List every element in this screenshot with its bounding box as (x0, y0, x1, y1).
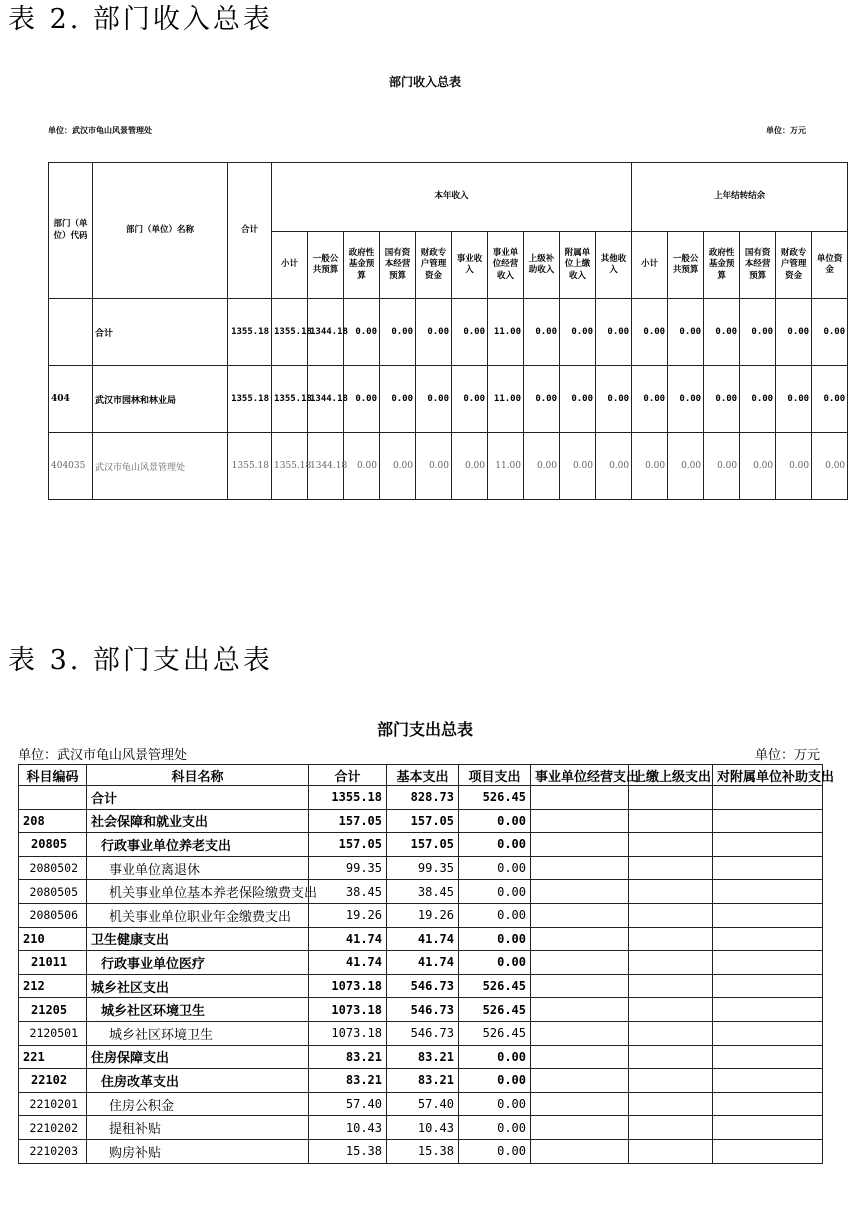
row-empty (629, 1139, 713, 1163)
table2-heading: 表 2. 部门收入总表 (8, 4, 273, 35)
header-carry-col: 政府性基金预算 (704, 232, 740, 299)
row-name: 城乡社区环境卫生 (87, 1021, 309, 1045)
row-value: 0.00 (704, 299, 740, 366)
row-code: 2080505 (19, 880, 87, 904)
row-value: 11.00 (488, 299, 524, 366)
row-empty (629, 856, 713, 880)
row-value: 0.00 (632, 299, 668, 366)
row-project: 0.00 (459, 903, 531, 927)
row-total: 41.74 (309, 951, 387, 975)
row-empty (531, 1069, 629, 1093)
row-empty (629, 998, 713, 1022)
row-value: 0.00 (704, 366, 740, 433)
row-basic: 546.73 (387, 974, 459, 998)
header-cell: 上缴上级支出 (629, 765, 713, 786)
row-project: 0.00 (459, 1045, 531, 1069)
row-empty (531, 1092, 629, 1116)
header-current-col: 财政专户管理资金 (416, 232, 452, 299)
row-code: 221 (19, 1045, 87, 1069)
row-value: 0.00 (380, 433, 416, 500)
row-code (19, 786, 87, 810)
row-empty (713, 1139, 823, 1163)
row-name: 住房保障支出 (87, 1045, 309, 1069)
row-value: 0.00 (740, 299, 776, 366)
row-project: 0.00 (459, 951, 531, 975)
row-empty (531, 833, 629, 857)
header-current-col: 附属单位上缴收入 (560, 232, 596, 299)
row-empty (713, 1021, 823, 1045)
header-current-col: 事业收入 (452, 232, 488, 299)
row-empty (629, 1069, 713, 1093)
row-value: 0.00 (668, 433, 704, 500)
row-basic: 157.05 (387, 833, 459, 857)
table-row (19, 998, 823, 1022)
row-project: 0.00 (459, 809, 531, 833)
row-total: 1073.18 (309, 998, 387, 1022)
row-basic: 546.73 (387, 1021, 459, 1045)
row-empty (629, 1092, 713, 1116)
header-code: 部门（单位）代码 (49, 163, 93, 299)
row-name: 合计 (93, 299, 228, 366)
table-row (19, 927, 823, 951)
row-name: 城乡社区环境卫生 (87, 998, 309, 1022)
row-empty (713, 903, 823, 927)
row-project: 0.00 (459, 1069, 531, 1093)
row-empty (531, 809, 629, 833)
table-row (19, 1021, 823, 1045)
table2-unit-left: 单位：武汉市龟山风景管理处 (48, 125, 152, 135)
table3-unit-left: 单位：武汉市龟山风景管理处 (18, 748, 188, 763)
row-code: 2120501 (19, 1021, 87, 1045)
header-carry-col: 国有资本经营预算 (740, 232, 776, 299)
row-code: 21205 (19, 998, 87, 1022)
header-current-col: 国有资本经营预算 (380, 232, 416, 299)
header-carry-col: 单位资金 (812, 232, 848, 299)
row-code: 208 (19, 809, 87, 833)
table-row (19, 856, 823, 880)
row-empty (531, 974, 629, 998)
row-empty (531, 927, 629, 951)
row-basic: 41.74 (387, 951, 459, 975)
row-name: 武汉市龟山风景管理处 (93, 433, 228, 500)
row-name: 行政事业单位医疗 (87, 951, 309, 975)
table-row (19, 809, 823, 833)
row-value: 0.00 (596, 299, 632, 366)
row-empty (713, 1116, 823, 1140)
row-value: 0.00 (560, 366, 596, 433)
row-name: 城乡社区支出 (87, 974, 309, 998)
row-basic: 546.73 (387, 998, 459, 1022)
header-current-col: 政府性基金预算 (344, 232, 380, 299)
row-empty (713, 856, 823, 880)
row-empty (531, 903, 629, 927)
row-code: 2080506 (19, 903, 87, 927)
table-row (19, 1092, 823, 1116)
row-project: 526.45 (459, 1021, 531, 1045)
row-value: 1355.18 (228, 366, 272, 433)
row-value: 0.00 (344, 366, 380, 433)
row-empty (629, 951, 713, 975)
row-value: 0.00 (740, 366, 776, 433)
row-value: 0.00 (632, 433, 668, 500)
row-project: 0.00 (459, 856, 531, 880)
table3-title: 部门支出总表 (376, 720, 473, 739)
row-value: 11.00 (488, 433, 524, 500)
header-name: 部门（单位）名称 (93, 163, 228, 299)
row-value: 0.00 (344, 299, 380, 366)
row-total: 83.21 (309, 1069, 387, 1093)
row-value: 0.00 (812, 366, 848, 433)
table2-title: 部门收入总表 (388, 75, 461, 89)
row-basic: 157.05 (387, 809, 459, 833)
row-empty (713, 1069, 823, 1093)
row-project: 0.00 (459, 1092, 531, 1116)
row-value: 0.00 (812, 433, 848, 500)
row-value: 0.00 (560, 299, 596, 366)
header-cell: 基本支出 (387, 765, 459, 786)
table2-unit-right: 单位：万元 (766, 125, 806, 135)
table-row (19, 1139, 823, 1163)
header-carry-col: 小计 (632, 232, 668, 299)
row-code: 2080502 (19, 856, 87, 880)
row-code (49, 299, 93, 366)
row-value: 0.00 (452, 433, 488, 500)
table-row (19, 974, 823, 998)
row-project: 0.00 (459, 1116, 531, 1140)
row-name: 社会保障和就业支出 (87, 809, 309, 833)
header-carryover: 上年结转结余 (632, 163, 848, 232)
header-carry-col: 财政专户管理资金 (776, 232, 812, 299)
row-value: 0.00 (776, 299, 812, 366)
income-table (48, 162, 848, 500)
row-value: 0.00 (524, 366, 560, 433)
row-code: 2210203 (19, 1139, 87, 1163)
row-name: 行政事业单位养老支出 (87, 833, 309, 857)
row-value: 0.00 (524, 299, 560, 366)
table-row (19, 786, 823, 810)
row-empty (713, 998, 823, 1022)
row-name: 提租补贴 (87, 1116, 309, 1140)
row-value: 1355.18 (272, 433, 308, 500)
row-basic: 828.73 (387, 786, 459, 810)
table-row (19, 1045, 823, 1069)
row-value: 1355.18 (228, 299, 272, 366)
row-total: 157.05 (309, 833, 387, 857)
row-total: 1073.18 (309, 974, 387, 998)
header-cell: 合计 (309, 765, 387, 786)
row-empty (629, 1045, 713, 1069)
row-empty (629, 974, 713, 998)
row-empty (531, 1116, 629, 1140)
row-total: 1355.18 (309, 786, 387, 810)
row-value: 0.00 (776, 366, 812, 433)
row-value: 0.00 (632, 366, 668, 433)
row-empty (531, 951, 629, 975)
row-empty (713, 1092, 823, 1116)
table-row (19, 833, 823, 857)
row-value: 0.00 (704, 433, 740, 500)
table-row (19, 1116, 823, 1140)
row-empty (713, 974, 823, 998)
row-empty (629, 880, 713, 904)
row-empty (531, 1021, 629, 1045)
row-empty (629, 786, 713, 810)
row-empty (531, 1139, 629, 1163)
row-code: 404 (49, 366, 93, 433)
table-row (49, 433, 848, 500)
row-basic: 83.21 (387, 1045, 459, 1069)
header-current-year: 本年收入 (272, 163, 632, 232)
table-row (19, 880, 823, 904)
row-name: 事业单位离退休 (87, 856, 309, 880)
row-project: 0.00 (459, 880, 531, 904)
row-value: 1344.18 (308, 366, 344, 433)
row-empty (531, 998, 629, 1022)
row-total: 57.40 (309, 1092, 387, 1116)
row-basic: 57.40 (387, 1092, 459, 1116)
row-total: 1073.18 (309, 1021, 387, 1045)
row-name: 卫生健康支出 (87, 927, 309, 951)
row-code: 21011 (19, 951, 87, 975)
row-empty (713, 1045, 823, 1069)
row-code: 212 (19, 974, 87, 998)
row-value: 0.00 (416, 299, 452, 366)
table-row (19, 903, 823, 927)
row-value: 0.00 (812, 299, 848, 366)
header-cell: 科目编码 (19, 765, 87, 786)
row-basic: 10.43 (387, 1116, 459, 1140)
row-basic: 38.45 (387, 880, 459, 904)
row-empty (531, 880, 629, 904)
row-value: 0.00 (776, 433, 812, 500)
row-code: 2210201 (19, 1092, 87, 1116)
row-empty (629, 1021, 713, 1045)
row-value: 0.00 (560, 433, 596, 500)
row-value: 0.00 (740, 433, 776, 500)
row-project: 526.45 (459, 786, 531, 810)
header-current-col: 一般公共预算 (308, 232, 344, 299)
row-empty (713, 927, 823, 951)
row-total: 10.43 (309, 1116, 387, 1140)
table3-heading: 表 3. 部门支出总表 (8, 645, 273, 676)
row-project: 0.00 (459, 833, 531, 857)
header-cell: 对附属单位补助支出 (713, 765, 823, 786)
row-total: 15.38 (309, 1139, 387, 1163)
table-row (19, 951, 823, 975)
row-empty (629, 927, 713, 951)
row-total: 38.45 (309, 880, 387, 904)
table-row (49, 366, 848, 433)
row-value: 0.00 (416, 366, 452, 433)
header-cell: 事业单位经营支出 (531, 765, 629, 786)
row-name: 购房补贴 (87, 1139, 309, 1163)
row-empty (713, 833, 823, 857)
row-empty (629, 903, 713, 927)
expenditure-table (18, 764, 835, 1164)
row-empty (713, 809, 823, 833)
row-empty (713, 880, 823, 904)
row-value: 1344.18 (308, 299, 344, 366)
row-value: 1355.18 (228, 433, 272, 500)
row-value: 0.00 (524, 433, 560, 500)
row-name: 机关事业单位基本养老保险缴费支出 (87, 880, 309, 904)
row-empty (629, 809, 713, 833)
header-cell: 科目名称 (87, 765, 309, 786)
header-cell: 项目支出 (459, 765, 531, 786)
row-empty (531, 856, 629, 880)
row-basic: 41.74 (387, 927, 459, 951)
row-empty (713, 951, 823, 975)
row-project: 526.45 (459, 974, 531, 998)
row-total: 83.21 (309, 1045, 387, 1069)
row-code: 20805 (19, 833, 87, 857)
row-total: 41.74 (309, 927, 387, 951)
row-total: 99.35 (309, 856, 387, 880)
row-project: 0.00 (459, 1139, 531, 1163)
row-code: 2210202 (19, 1116, 87, 1140)
row-name: 住房公积金 (87, 1092, 309, 1116)
row-code: 210 (19, 927, 87, 951)
header-total: 合计 (228, 163, 272, 299)
header-current-col: 其他收入 (596, 232, 632, 299)
row-code: 404035 (49, 433, 93, 500)
row-empty (629, 833, 713, 857)
row-value: 11.00 (488, 366, 524, 433)
row-basic: 99.35 (387, 856, 459, 880)
row-basic: 15.38 (387, 1139, 459, 1163)
row-total: 19.26 (309, 903, 387, 927)
header-current-col: 上级补助收入 (524, 232, 560, 299)
header-current-col: 小计 (272, 232, 308, 299)
row-empty (629, 1116, 713, 1140)
row-value: 0.00 (668, 299, 704, 366)
row-name: 合计 (87, 786, 309, 810)
row-project: 0.00 (459, 927, 531, 951)
row-value: 0.00 (380, 299, 416, 366)
row-value: 1355.18 (272, 299, 308, 366)
row-code: 22102 (19, 1069, 87, 1093)
row-value: 0.00 (596, 433, 632, 500)
row-value: 1355.18 (272, 366, 308, 433)
row-project: 526.45 (459, 998, 531, 1022)
row-name: 武汉市园林和林业局 (93, 366, 228, 433)
row-value: 0.00 (452, 366, 488, 433)
table-row (19, 1069, 823, 1093)
row-name: 机关事业单位职业年金缴费支出 (87, 903, 309, 927)
row-value: 0.00 (380, 366, 416, 433)
row-value: 0.00 (416, 433, 452, 500)
row-value: 0.00 (596, 366, 632, 433)
table-row (49, 299, 848, 366)
row-value: 0.00 (344, 433, 380, 500)
row-name: 住房改革支出 (87, 1069, 309, 1093)
row-empty (531, 1045, 629, 1069)
table3-unit-right: 单位：万元 (754, 748, 820, 763)
row-empty (713, 786, 823, 810)
row-empty (531, 786, 629, 810)
row-basic: 19.26 (387, 903, 459, 927)
row-basic: 83.21 (387, 1069, 459, 1093)
row-value: 0.00 (452, 299, 488, 366)
row-value: 0.00 (668, 366, 704, 433)
header-carry-col: 一般公共预算 (668, 232, 704, 299)
row-total: 157.05 (309, 809, 387, 833)
header-current-col: 事业单位经营收入 (488, 232, 524, 299)
row-value: 1344.18 (308, 433, 344, 500)
